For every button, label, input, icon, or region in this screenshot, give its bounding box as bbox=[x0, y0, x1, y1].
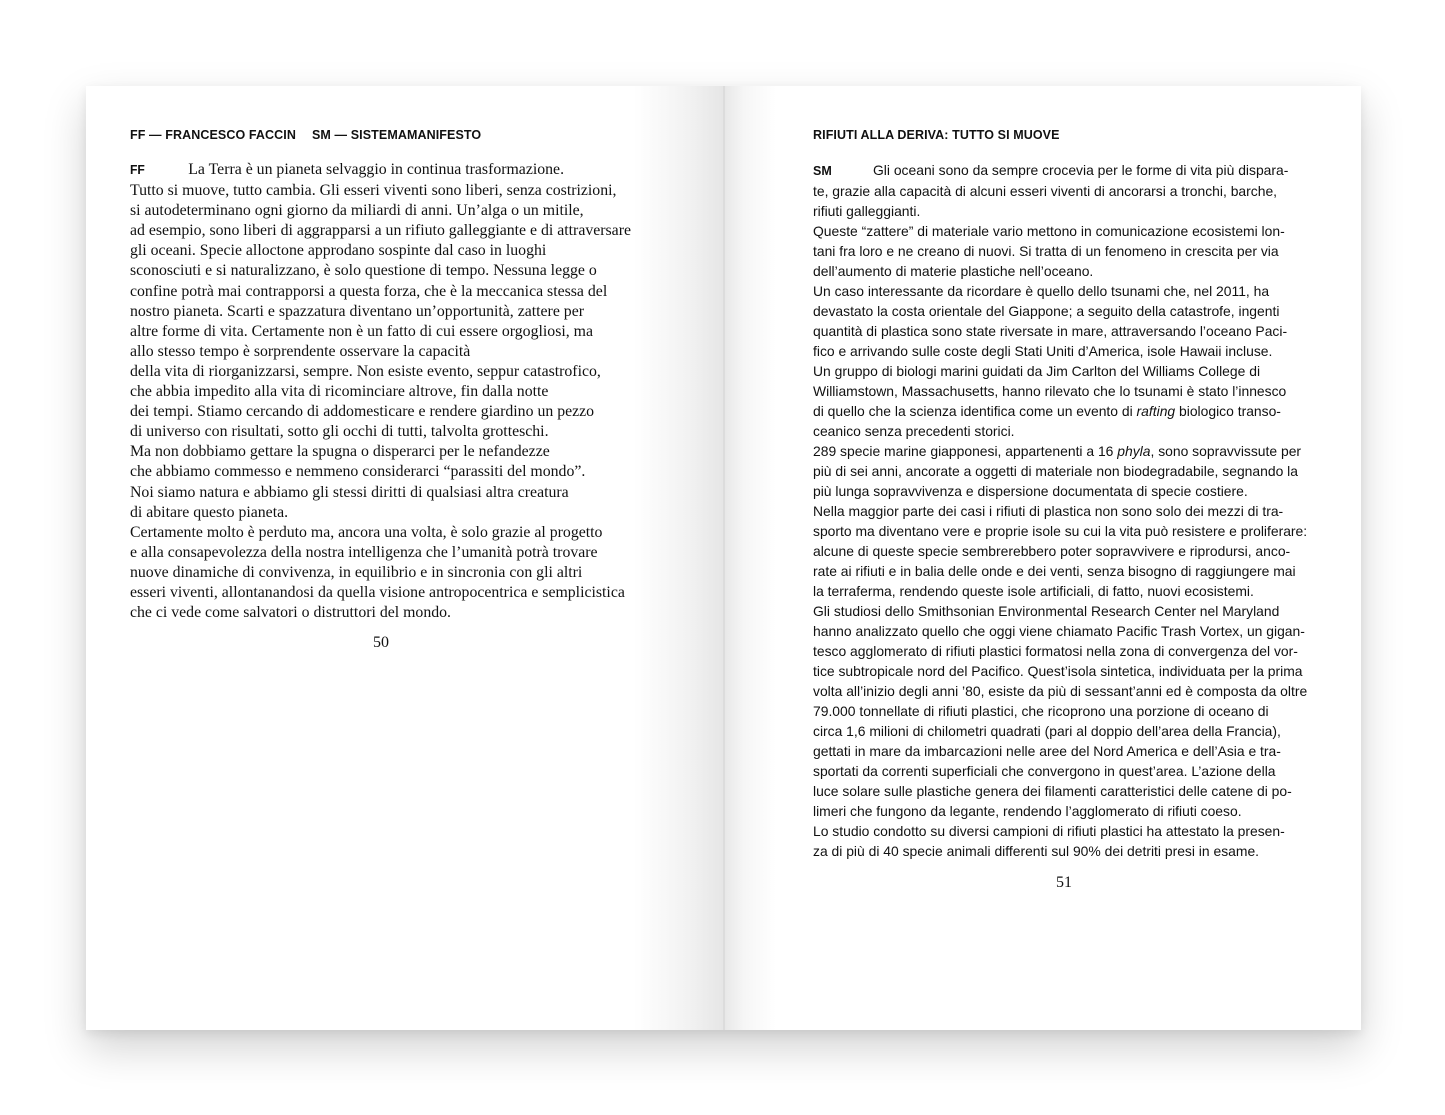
line-text: fico e arrivando sulle coste degli Stati Uniti d’America, isole Hawaii incluse. bbox=[813, 343, 1273, 359]
body-line bbox=[130, 602, 635, 622]
line-text: che abbia impedito alla vita di ricominciare altrove, fin dalla notte bbox=[130, 381, 549, 401]
body-line bbox=[130, 260, 635, 280]
line-text: allo stesso tempo è sorprendente osservare la capacità bbox=[130, 340, 471, 360]
body-line bbox=[130, 421, 635, 441]
body-line bbox=[813, 581, 1317, 601]
body-line bbox=[130, 180, 635, 200]
line-text: della vita di riorganizzarsi, sempre. Non esiste evento, seppur catastrofico, bbox=[130, 360, 601, 380]
speaker-tag: SM bbox=[813, 164, 832, 178]
left-running-header bbox=[130, 128, 481, 142]
line-text: devastato la costa orientale del Giappone; a seguito della catastrofe, ingenti bbox=[813, 303, 1280, 319]
body-line bbox=[130, 200, 635, 220]
body-line bbox=[813, 821, 1317, 841]
line-text: La Terra è un pianeta selvaggio in continua trasformazione. bbox=[188, 159, 565, 178]
line-text: sporto ma diventano vere e proprie isole su cui la vita può resistere e proliferare: bbox=[813, 523, 1308, 539]
header-author: FF — FRANCESCO FACCIN bbox=[130, 128, 296, 142]
line-text: rifiuti galleggianti. bbox=[813, 203, 921, 219]
body-line bbox=[813, 641, 1317, 661]
body-line bbox=[813, 221, 1317, 241]
line-text: 289 specie marine giapponesi, appartenenti a 16 phyla, sono sopravvissute per bbox=[813, 443, 1302, 459]
body-line bbox=[130, 159, 635, 180]
body-line bbox=[813, 301, 1317, 321]
page-number-left: 50 bbox=[373, 634, 389, 651]
body-line bbox=[813, 781, 1317, 801]
line-text: confine potrà mai contrapporsi a questa forza, che è la meccanica stessa del bbox=[130, 280, 608, 300]
line-text: gli oceani. Specie alloctone approdano sospinte dal caso in luoghi bbox=[130, 240, 547, 260]
line-text: alcune di queste specie sembrerebbero poter sopravvivere e riprodursi, anco- bbox=[813, 543, 1291, 559]
line-text: tice subtropicale nord del Pacifico. Quest’isola sintetica, individuata per la prima bbox=[813, 663, 1303, 679]
body-line bbox=[813, 541, 1317, 561]
body-line bbox=[813, 461, 1317, 481]
body-line bbox=[130, 562, 635, 582]
body-line bbox=[813, 561, 1317, 581]
body-line bbox=[813, 401, 1317, 421]
body-line bbox=[813, 181, 1317, 201]
left-page bbox=[86, 86, 723, 1030]
body-line bbox=[813, 761, 1317, 781]
line-text: Williamstown, Massachusetts, hanno rilevato che lo tsunami è stato l’innesco bbox=[813, 383, 1287, 399]
body-line bbox=[813, 381, 1317, 401]
line-text: Tutto si muove, tutto cambia. Gli esseri viventi sono liberi, senza costrizioni, bbox=[130, 180, 617, 200]
body-line bbox=[813, 841, 1317, 861]
line-text: la terraferma, rendendo queste isole artificiali, di fatto, nuovi ecosistemi. bbox=[813, 583, 1254, 599]
line-text: di universo con risultati, sotto gli occhi di tutti, talvolta grotteschi. bbox=[130, 421, 549, 441]
body-line bbox=[130, 441, 635, 461]
line-text: quantità di plastica sono state riversate in mare, attraversando l’oceano Paci- bbox=[813, 323, 1288, 339]
body-line bbox=[813, 661, 1317, 681]
body-line bbox=[813, 521, 1317, 541]
body-line bbox=[813, 241, 1317, 261]
line-text: circa 1,6 milioni di chilometri quadrati (pari al doppio dell’area della Francia), bbox=[813, 723, 1281, 739]
page-number-right: 51 bbox=[1056, 874, 1072, 891]
line-text: Ma non dobbiamo gettare la spugna o disperarci per le nefandezze bbox=[130, 441, 550, 461]
line-text: Un caso interessante da ricordare è quello dello tsunami che, nel 2011, ha bbox=[813, 283, 1270, 299]
body-line bbox=[813, 321, 1317, 341]
right-running-header: RIFIUTI ALLA DERIVA: TUTTO SI MUOVE bbox=[813, 128, 1060, 142]
line-text: si autodeterminano ogni giorno da miliardi di anni. Un’alga o un mitile, bbox=[130, 200, 584, 220]
line-text: tesco agglomerato di rifiuti plastici formatosi nella zona di convergenza del vor- bbox=[813, 643, 1298, 659]
body-line bbox=[813, 421, 1317, 441]
body-line bbox=[130, 582, 635, 602]
line-text: nuove dinamiche di convivenza, in equilibrio e in sincronia con gli altri bbox=[130, 561, 583, 581]
left-body-text bbox=[130, 159, 650, 622]
body-line bbox=[130, 281, 635, 301]
body-line bbox=[130, 401, 635, 421]
body-line bbox=[813, 741, 1317, 761]
body-line bbox=[813, 621, 1317, 641]
body-line bbox=[813, 681, 1317, 701]
body-line bbox=[813, 601, 1317, 621]
line-text: esseri viventi, allontanandosi da quella visione antropocentrica e semplicistica bbox=[130, 581, 625, 601]
line-text: tani fra loro e ne creano di nuovi. Si tratta di un fenomeno in crescita per via bbox=[813, 243, 1279, 259]
line-text: ad esempio, sono liberi di aggrapparsi a un rifiuto galleggiante e di attraversare bbox=[130, 220, 631, 240]
line-text: luce solare sulle plastiche genera dei filamenti caratteristici delle catene di po- bbox=[813, 783, 1292, 799]
body-line bbox=[130, 361, 635, 381]
line-text: nostro pianeta. Scarti e spazzatura diventano un’opportunità, zattere per bbox=[130, 300, 584, 320]
line-text: più di sei anni, ancorate a oggetti di materiale non biodegradabile, segnando la bbox=[813, 463, 1298, 479]
body-line bbox=[813, 501, 1317, 521]
body-line bbox=[813, 261, 1317, 281]
line-text: ceanico senza precedenti storici. bbox=[813, 423, 1015, 439]
body-line bbox=[813, 160, 1317, 181]
line-text: 79.000 tonnellate di rifiuti plastici, che ricoprono una porzione di oceano di bbox=[813, 703, 1269, 719]
book-spread bbox=[86, 86, 1361, 1030]
body-line bbox=[130, 220, 635, 240]
line-text: Queste “zattere” di materiale vario mettono in comunicazione ecosistemi lon- bbox=[813, 223, 1285, 239]
body-line bbox=[813, 481, 1317, 501]
body-line bbox=[813, 361, 1317, 381]
line-text: di quello che la scienza identifica come un evento di rafting biologico transo- bbox=[813, 403, 1281, 419]
body-line bbox=[130, 381, 635, 401]
line-text: di abitare questo pianeta. bbox=[130, 501, 289, 521]
line-text: limeri che fungono da legante, rendendo l’agglomerato di rifiuti coeso. bbox=[813, 803, 1242, 819]
line-text: Nella maggior parte dei casi i rifiuti di plastica non sono solo dei mezzi di tra- bbox=[813, 503, 1284, 519]
line-text: volta all’inizio degli anni ’80, esiste da più di sessant’anni ed è composta da oltre bbox=[813, 683, 1308, 699]
line-text: sconosciuti e si naturalizzano, è solo questione di tempo. Nessuna legge o bbox=[130, 260, 597, 280]
header-partner: SM — SISTEMAMANIFESTO bbox=[312, 128, 482, 142]
line-text: e alla consapevolezza della nostra intelligenza che l’umanità potrà trovare bbox=[130, 541, 598, 561]
line-text: gettati in mare da imbarcazioni nelle aree del Nord America e dell’Asia e tra- bbox=[813, 743, 1281, 759]
right-page bbox=[725, 86, 1361, 1030]
line-text: dell’aumento di materie plastiche nell’oceano. bbox=[813, 263, 1094, 279]
body-line bbox=[813, 801, 1317, 821]
body-line bbox=[130, 321, 635, 341]
body-line bbox=[130, 482, 635, 502]
line-text: che ci vede come salvatori o distruttori del mondo. bbox=[130, 602, 451, 622]
line-text: rate ai rifiuti e in balia delle onde e dei venti, senza bisogno di raggiungere mai bbox=[813, 563, 1296, 579]
body-line bbox=[130, 301, 635, 321]
body-line bbox=[813, 721, 1317, 741]
line-text: hanno analizzato quello che oggi viene chiamato Pacific Trash Vortex, un gigan- bbox=[813, 623, 1305, 639]
body-line bbox=[813, 281, 1317, 301]
line-text: Un gruppo di biologi marini guidati da Jim Carlton del Williams College di bbox=[813, 363, 1261, 379]
line-text: sportati da correnti superficiali che convergono in quest’area. L’azione della bbox=[813, 763, 1276, 779]
body-line bbox=[130, 542, 635, 562]
body-line bbox=[130, 341, 635, 361]
speaker-tag: FF bbox=[130, 163, 145, 177]
line-text: Certamente molto è perduto ma, ancora una volta, è solo grazie al progetto bbox=[130, 521, 603, 541]
line-text: te, grazie alla capacità di alcuni esseri viventi di ancorarsi a tronchi, barche, bbox=[813, 183, 1278, 199]
body-line bbox=[813, 701, 1317, 721]
line-text: altre forme di vita. Certamente non è un fatto di cui essere orgogliosi, ma bbox=[130, 320, 593, 340]
body-line bbox=[130, 240, 635, 260]
line-text: Gli oceani sono da sempre crocevia per le forme di vita più dispara- bbox=[873, 162, 1289, 178]
line-text: Gli studiosi dello Smithsonian Environmental Research Center nel Maryland bbox=[813, 603, 1280, 619]
body-line bbox=[813, 201, 1317, 221]
body-line bbox=[813, 341, 1317, 361]
body-line bbox=[130, 502, 635, 522]
body-line bbox=[130, 461, 635, 481]
body-line bbox=[130, 522, 635, 542]
line-text: za di più di 40 specie animali differenti sul 90% dei detriti presi in esame. bbox=[813, 843, 1260, 859]
line-text: più lunga sopravvivenza e dispersione documentata di specie costiere. bbox=[813, 483, 1248, 499]
right-body-text bbox=[813, 160, 1317, 861]
body-line bbox=[813, 441, 1317, 461]
line-text: dei tempi. Stiamo cercando di addomesticare e rendere giardino un pezzo bbox=[130, 401, 595, 421]
line-text: che abbiamo commesso e nemmeno considerarci “parassiti del mondo”. bbox=[130, 461, 586, 481]
line-text: Noi siamo natura e abbiamo gli stessi diritti di qualsiasi altra creatura bbox=[130, 481, 569, 501]
line-text: Lo studio condotto su diversi campioni di rifiuti plastici ha attestato la presen- bbox=[813, 823, 1285, 839]
